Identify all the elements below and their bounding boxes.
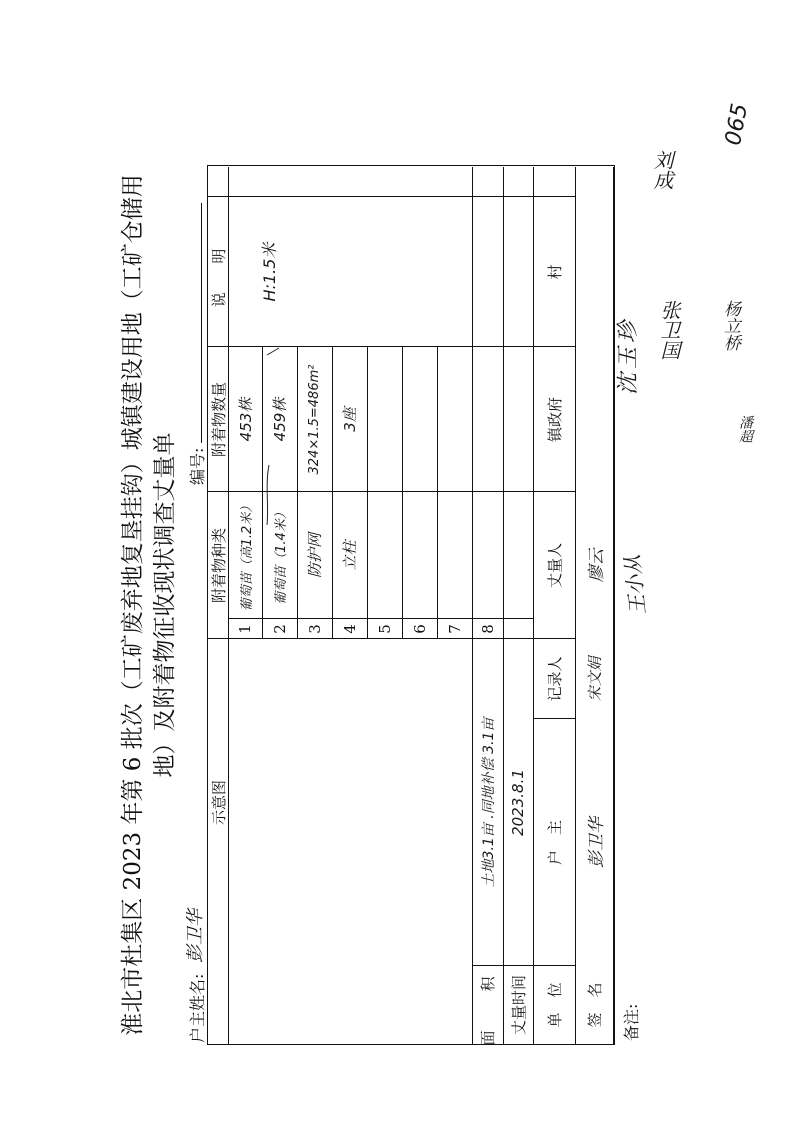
measurer-signature: 廖云 [586,548,607,583]
row-number: 5 [375,624,394,634]
scribble-mark [267,465,269,525]
item-quantity: 459株 [271,397,289,442]
rotated-form-sheet [119,165,651,1046]
row-number: 2 [270,624,289,634]
town-signature-3: 杨立桥 [720,300,740,351]
owner-name-value: 彭卫华 [181,903,208,969]
item-col-header: 附着物种类 [209,528,228,604]
item-name: 葡萄苗（1.4米） [274,506,289,605]
item-name: 葡萄苗（高1.2米） [239,499,255,612]
diagram-header: 示意图 [209,780,228,826]
remark-col-header: 说 明 [209,236,228,308]
form-title-line-1: 淮北市杜集区 2023 年第 6 批次（工矿废弃地复垦挂钩）城镇建设用地（工矿仓储用 [120,174,146,1036]
item-quantity: 453株 [236,397,255,442]
town-signature-2: 张卫国 [657,300,681,360]
recorder-col-label: 记录人 [545,656,564,702]
village-signature-1: 沈玉珍 [616,316,641,395]
note-label: 备注: [622,1003,641,1041]
qty-col-header: 附着物数量 [209,382,228,458]
row-number: 4 [340,624,359,634]
sign-label: 签 名 [585,982,604,1028]
item-quantity: 3座 [341,407,359,432]
town-col-label: 镇政府 [545,397,564,443]
village-col-label: 村 [545,264,564,280]
handwriting-marks [119,165,641,1045]
item-name: 防护网 [306,533,324,579]
row-number: 1 [236,624,254,634]
row-number: 8 [478,624,497,634]
date-value: 2023.8.1 [509,769,527,836]
recorder-signature: 宋文娟 [585,656,604,702]
measurer-col-label: 丈量人 [545,543,564,589]
item-quantity: 324×1.5=486m² [307,364,322,475]
page-number: 065 [721,101,753,148]
row-number: 3 [305,624,324,634]
unit-label: 单 位 [545,982,564,1028]
town-signature-4: 潘超 [737,415,753,443]
row-number: 7 [445,624,464,634]
owner-name-label: 户主姓名: [188,973,207,1043]
diagram-area-note: 土地3.1亩 .同地补偿 3.1亩 [480,717,497,888]
form-title-line-2: 地）及附着物征收现状调查丈量单 [152,432,178,778]
owner-signature: 彭卫华 [586,817,607,868]
scribble-mark [267,348,279,355]
row-number: 6 [410,624,429,634]
remark-note: H:1.5米 [259,242,279,302]
item-name: 立柱 [341,540,359,571]
area-label: 面 积 [479,964,497,1046]
owner-col-label: 户 主 [545,820,564,866]
serial-number-label: 编号: [188,447,207,485]
town-signature-1: 王小从 [619,553,651,616]
date-label: 丈量时间 [509,975,528,1036]
village-signature-2: 刘成 [650,150,674,190]
